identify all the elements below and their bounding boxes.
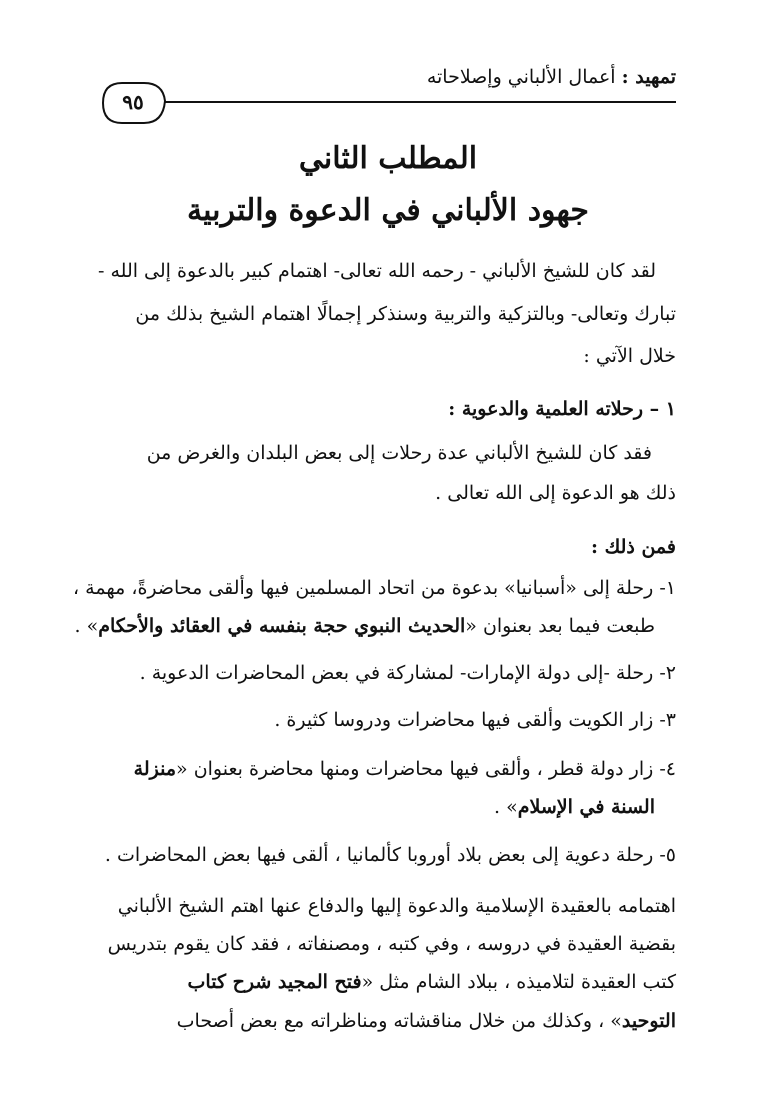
intro-line-2: تبارك وتعالى- وبالتزكية والتربية وسنذكر إجمالًا اهتمام الشيخ بذلك من [135,303,676,325]
example-item-1-line-1: ١- رحلة إلى «أسبانيا» بدعوة من اتحاد المسلمين فيها وألقى محاضرةً، مهمة ، [73,577,676,599]
example-item-4-title-start: منزلة [133,758,177,780]
example-item-2: ٢- رحلة -إلى دولة الإمارات- لمشاركة في بعض المحاضرات الدعوية . [139,662,676,684]
intro-line-1: لقد كان للشيخ الألباني - رحمه الله تعالى- اهتمام كبير بالدعوة إلى الله - [98,260,656,282]
intro-line-3: خلال الآتي : [583,345,676,367]
page-number-badge [100,81,166,125]
example-item-3: ٣- زار الكويت وألقى فيها محاضرات ودروسا كثيرة . [274,709,676,731]
example-item-4-line-1 [100,756,676,782]
aqeedah-line-4 [100,1008,676,1034]
aqeedah-line-3 [100,969,676,995]
aqeedah-book-title-end: التوحيد [621,1010,676,1032]
section-subheading: جهود الألباني في الدعوة والتربية [187,193,589,228]
running-header-chapter: تمهيد : [621,66,676,88]
travels-line-1: فقد كان للشيخ الألباني عدة رحلات إلى بعض البلدان والغرض من [146,442,652,464]
running-header-title: أعمال الألباني وإصلاحاته [426,66,622,88]
travels-heading: ١ – رحلاته العلمية والدعوية : [448,398,676,420]
header-rule [165,101,676,103]
aqeedah-line-4-rest: » ، وكذلك من خلال مناقشاته ومناظراته مع بعض أصحاب [176,1010,622,1032]
travels-line-2: ذلك هو الدعوة إلى الله تعالى . [435,482,676,504]
page-number: ٩٥ [122,90,144,114]
aqeedah-line-2: بقضية العقيدة في دروسه ، وفي كتبه ، ومصنفاته ، فقد كان يقوم بتدريس [107,933,676,955]
aqeedah-line-1: اهتمامه بالعقيدة الإسلامية والدعوة إليها والدفاع عنها اهتم الشيخ الألباني [117,895,676,917]
example-item-1-line-2 [74,613,655,639]
example-item-5: ٥- رحلة دعوية إلى بعض بلاد أوروبا كألمانيا ، ألقى فيها بعض المحاضرات . [104,844,676,866]
example-item-4-title-end: السنة في الإسلام [517,796,655,818]
aqeedah-book-title-start: فتح المجيد شرح كتاب [187,971,362,993]
example-item-1-book-title: الحديث النبوي حجة بنفسه في العقائد والأحكام [98,615,466,637]
example-item-1-line-2-suffix: » . [74,615,99,637]
section-heading: المطلب الثاني [298,141,478,176]
examples-heading: فمن ذلك : [590,536,676,558]
example-item-4-line-1-prefix: ٤- زار دولة قطر ، وألقى فيها محاضرات ومنها محاضرة بعنوان « [176,758,676,780]
example-item-1-line-2-prefix: طبعت فيما بعد بعنوان « [465,615,655,637]
example-item-4-line-2-suffix: » . [494,796,518,818]
running-header [427,66,676,88]
aqeedah-line-3-prefix: كتب العقيدة لتلاميذه ، ببلاد الشام مثل « [361,971,676,993]
example-item-4-line-2 [100,794,655,820]
